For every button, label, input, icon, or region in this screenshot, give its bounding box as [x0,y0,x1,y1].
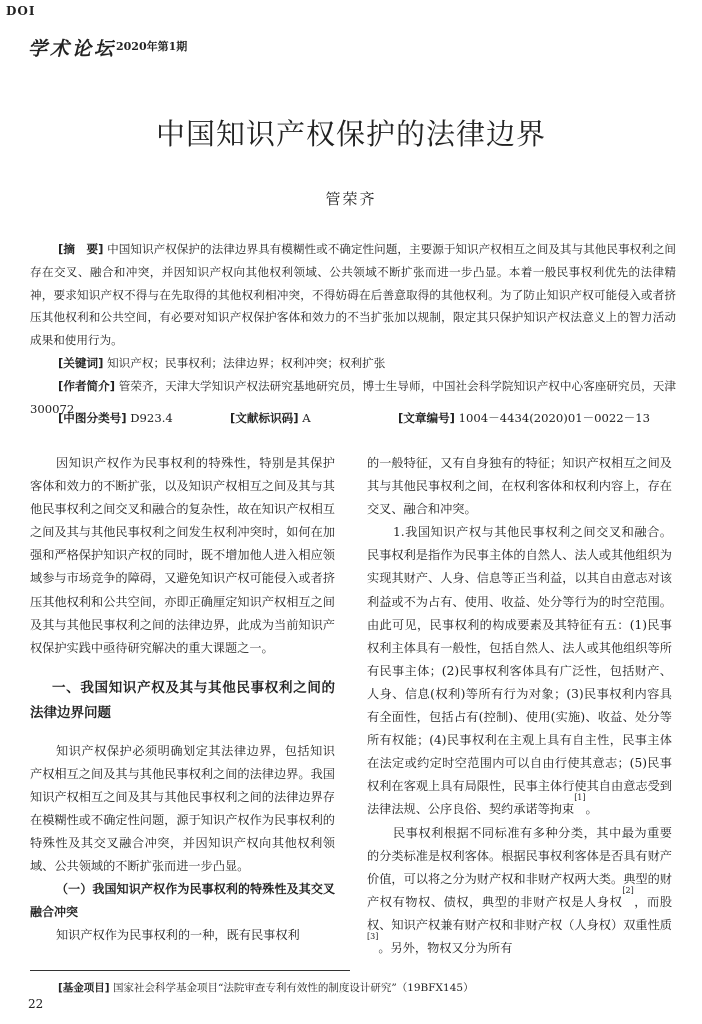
funding-text: 国家社会科学基金项目“法院审查专利有效性的制度设计研究”（19BFX145） [112,982,474,994]
intro-paragraph: 因知识产权作为民事权利的特殊性，特别是其保护客体和效力的不断扩张，以及知识产权相互之间及其与其他民事权利之间交叉和融合的复杂性，故在知识产权相互之间及其与其他民事权利之间发生权利冲突时，如何在加强和严格保护知识产权的同时，既不增加他人进入相应领域参与市场竞争的障碍，又避免知识产权可能侵入或者挤压其他权利和公共空间，亦即正确厘定知识产权相互之间及其与其他民事权利之间的法律边界，此成为当前知识产权保护实践中亟待研究解决的重大课题之一。 [30,456,335,655]
body-paragraph [367,521,672,821]
author-bio-label: [作者简介] [58,378,116,393]
author-bio-text: 管荣齐，天津大学知识产权法研究基地研究员，博士生导师，中国社会科学院知识产权中心客座研究员，天津 300072 [30,378,688,416]
citation-ref: [3] [367,931,379,941]
document-code [230,410,311,426]
abstract-label: [摘 要] [58,242,104,256]
body-paragraph [367,822,672,961]
right-column [367,452,672,960]
doc-label: [文献标识码] [230,411,299,425]
article-author: 管荣齐 [325,190,377,208]
body-paragraph: 的一般特征，又有自身独有的特征；知识产权相互之间及其与其他民事权利之间，在权利客体和权利内容上，存在交叉、融合和冲突。 [367,456,672,517]
funding-label: [基金项目] [58,982,110,994]
doc-value: A [302,411,311,425]
article-number-value: 1004－4434(2020)01－0022－13 [458,411,651,425]
subsection-heading-1: （一）我国知识产权作为民事权利的特殊性及其交叉融合冲突 [30,882,335,920]
article-title: 中国知识产权保护的法律边界 [155,117,546,151]
clc-label: [中图分类号] [58,411,127,425]
issue-label: 2020年第1期 [116,40,188,53]
funding-note [58,980,474,995]
body-paragraph: 知识产权作为民事权利的一种，既有民事权利 [56,928,300,943]
article-number [398,410,650,426]
journal-name: 学术论坛 [28,38,117,60]
clc-value: D923.4 [130,411,173,425]
abstract-text: 中国知识产权保护的法律边界具有模糊性或不确定性问题，主要源于知识产权相互之间及其与其他民事权利之间存在交叉、融合和冲突，并因知识产权向其他权利领域、公共领域不断扩张而进一步凸显。本着一般民事权利优先的法律精神，要求知识产权不得与在先取得的其他权利相冲突，不得妨碍在后善意取得的其他权利。为了防止知识产权可能侵入或者挤压其他权利和公共空间，有必要对知识产权保护客体和效力的不当扩张加以规制，限定其只保护知识产权法意义上的智力活动成果和使用行为。 [30,242,676,348]
footnote-rule [30,970,350,971]
paragraph-text: 。 [585,802,598,817]
left-column [30,452,335,948]
paragraph-text: ，而股权、知识产权兼有财产权和非财产权（人身权）双重性质 [367,894,673,932]
keywords-label: [关键词] [58,355,104,370]
paragraph-text: 。另外，物权又分为所有 [378,940,513,955]
citation-ref: [1] [574,793,586,803]
article-number-label: [文章编号] [398,411,455,425]
keywords-paragraph [30,352,676,375]
clc-code [58,410,173,426]
abstract-block [30,238,688,420]
citation-ref: [2] [622,885,634,895]
doi-label: DOI [6,4,36,18]
page-number: 22 [28,997,44,1011]
body-paragraph: 知识产权保护必须明确划定其法律边界，包括知识产权相互之间及其与其他民事权利之间的法律边界。我国知识产权相互之间及其与其他民事权利之间的法律边界存在模糊性或不确定性问题，源于知识产权作为民事权利的特殊性及其交叉融合冲突，并因知识产权向其他权利领域、公共领域的不断扩张而进一步凸显。 [30,743,335,874]
paragraph-text: 1.我国知识产权与其他民事权利之间交叉和融合。民事权利是指作为民事主体的自然人、法人或其他组织为实现其财产、人身、信息等正当利益，以其自由意志对该利益或不为占有、使用、收益、处分等行为的时空范围。由此可见，民事权利的构成要素及其特征有五：(1)民事权利主体具有一般性，包括自然人、法人或其他组织等所有民事主体；(2)民事权利客体具有广泛性，包括财产、人身、信息(权利)等所有行为对象；(3)民事权利内容具有全面性，包括占有(控制)、使用(实施)、收益、处分等所有权能；(4)民事权利在主观上具有自主性，民事主体在法定或约定时空范围内可以自由行使其意志；(5)民事权利在客观上具有局限性，民事主体行使其自由意志受到法律法规、公序良俗、契约承诺等拘束 [367,525,672,817]
keywords-text: 知识产权；民事权利；法律边界；权利冲突；权利扩张 [107,355,386,370]
abstract-paragraph [30,238,676,352]
paragraph-text: 民事权利根据不同标准有多种分类，其中最为重要的分类标准是权利客体。根据民事权利客体是否具有财产价值，可以将之分为财产权和非财产权两大类。典型的财产权有物权、债权，典型的非财产权是人身权 [367,825,672,909]
section-heading-1: 一、我国知识产权及其与其他民事权利之间的法律边界问题 [30,679,335,721]
